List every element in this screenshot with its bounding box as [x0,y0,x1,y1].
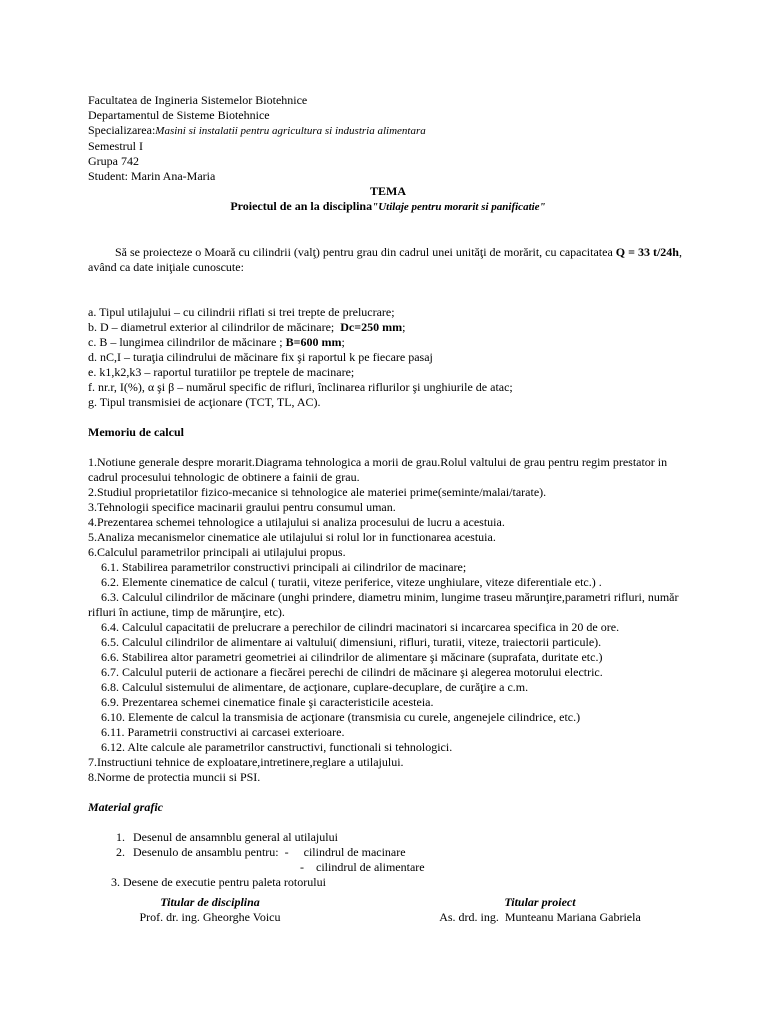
intro-capacity: Q = 33 t/24h [615,245,679,259]
memoriu-subitem: 6.7. Calculul puterii de actionare a fiecărei perechi de cilindri de măcinare şi alegerea motorului electric. [101,665,603,679]
memoriu-subitem: 6.1. Stabilirea parametrilor constructivi principali ai cilindrilor de macinare; [101,560,467,574]
signature-left-title: Titular de disciplina [160,895,260,909]
material-grafic-subline: - cilindrul de alimentare [300,860,425,874]
memoriu-item: 1.Notiune generale despre morarit.Diagrama tehnologica a morii de grau.Rolul valtului de grau pentru regim prestator in cadrul procesului tehnologic de obtinere a fainii de grau. [88,455,668,484]
memoriu-item: 4.Prezentarea schemei tehnologice a utilajului si analiza procesului de lucru a acestuia. [88,515,505,529]
subtitle-subject: "Utilaje pentru morarit si panificatie" [372,201,546,213]
material-grafic-item: 3. Desene de executie pentru paleta rotorului [111,875,326,889]
document-body [88,93,688,890]
group-line: Grupa 742 [88,154,139,168]
faculty-line: Facultatea de Ingineria Sistemelor Biotehnice [88,93,308,107]
specialization-label: Specializarea: [88,123,156,137]
signature-right-title: Titular proiect [504,895,576,909]
specialization-line [88,123,688,139]
initial-data-item: g. Tipul transmisiei de acţionare (TCT, TL, AC). [88,395,321,409]
department-line: Departamentul de Sisteme Biotehnice [88,108,270,122]
memoriu-item: 2.Studiul proprietatilor fizico-mecanice si tehnologice ale materiei prime(seminte/malai/tarate). [88,485,547,499]
memoriu-subitem: 6.2. Elemente cinematice de calcul ( turatii, viteze periferice, viteze unghiulare, viteze diferentiale etc.) . [101,575,602,589]
initial-data-item: a. Tipul utilajului – cu cilindrii riflati si trei trepte de prelucrare; [88,305,395,319]
memoriu-item: 5.Analiza mecanismelor cinematice ale utilajului si rolul lor in functionarea acestuia. [88,530,496,544]
student-line: Student: Marin Ana-Maria [88,169,216,183]
memoriu-subitem: 6.10. Elemente de calcul la transmisia de acţionare (transmisia cu curele, angenejele cilindrice, etc.) [101,710,581,724]
signature-right [425,895,655,925]
memoriu-item: 7.Instructiuni tehnice de exploatare,intretinere,reglare a utilajului. [88,755,404,769]
initial-data-item: c. B – lungimea cilindrilor de măcinare ; B=600 mm; [88,335,345,349]
memoriu-item: 3.Tehnologii specifice macinarii graului pentru consumul uman. [88,500,396,514]
material-grafic-item: 2. Desenulo de ansamblu pentru: - cilindrul de macinare [116,845,406,859]
memoriu-subitem: 6.8. Calculul sistemului de alimentare, de acţionare, cuplare-decuplare, de curăţire a c.m. [101,680,529,694]
signature-left [115,895,305,925]
material-grafic-item: 1. Desenul de ansamnblu general al utilajului [116,830,338,844]
memoriu-item: 6.Calculul parametrilor principali ai utilajului propus. [88,545,346,559]
intro-tail: , având ca date iniţiale cunoscute: [88,245,685,274]
memoriu-subitem: 6.11. Parametrii constructivi ai carcasei exterioare. [101,725,345,739]
memoriu-subitem: 6.4. Calculul capacitatii de prelucrare a perechilor de cilindri macinatori si incarcarea specifica in 20 de ore. [101,620,620,634]
memoriu-item: 8.Norme de protectia muncii si PSI. [88,770,261,784]
project-subtitle [88,199,688,215]
material-grafic-list [88,830,688,890]
initial-data-item: f. nr.r, I(%), α şi β – numărul specific de rifluri, înclinarea riflurilor şi unghiurile de atac; [88,380,513,394]
memoriu-list [88,455,688,785]
specialization-value: Masini si instalatii pentru agricultura si industria alimentara [155,125,426,137]
subtitle-prefix: Proiectul de an la disciplina [230,199,373,213]
initial-data-item: d. nC,I – turaţia cilindrului de măcinare fix şi raportul k pe fiecare pasaj [88,350,433,364]
semester-line: Semestrul I [88,139,143,153]
signature-left-name: Prof. dr. ing. Gheorghe Voicu [139,910,281,924]
material-grafic-heading: Material grafic [88,800,163,814]
initial-data-item: b. D – diametrul exterior al cilindrilor de măcinare; Dc=250 mm; [88,320,406,334]
memoriu-heading: Memoriu de calcul [88,425,184,439]
memoriu-subitem: 6.9. Prezentarea schemei cinematice finale şi caracteristicile acesteia. [101,695,434,709]
memoriu-subitem: 6.3. Calculul cilindrilor de măcinare (unghi prindere, diametru minim, lungime traseu mărunţire,parametri rifluri, număr rifluri în actiune, timp de mărunţire, etc). [88,590,679,619]
tema-heading: TEMA [370,184,406,198]
intro-text: Să se proiecteze o Moară cu cilindrii (valţ) pentru grau din cadrul unei unităţi de morărit, cu capacitatea [106,245,616,259]
memoriu-subitem: 6.5. Calculul cilindrilor de alimentare ai valtului( dimensiuni, rifluri, turatii, viteze, traiectorii particule). [101,635,602,649]
memoriu-subitem: 6.6. Stabilirea altor parametri geometriei ai cilindrilor de alimentare şi măcinare (suprafata, duritate etc.) [101,650,603,664]
initial-data-item: e. k1,k2,k3 – raportul turatiilor pe treptele de macinare; [88,365,355,379]
signature-right-name: As. drd. ing. Munteanu Mariana Gabriela [439,910,641,924]
intro-paragraph [88,230,688,290]
initial-data-list [88,305,688,410]
memoriu-subitem: 6.12. Alte calcule ale parametrilor canstructivi, functionali si tehnologici. [101,740,453,754]
